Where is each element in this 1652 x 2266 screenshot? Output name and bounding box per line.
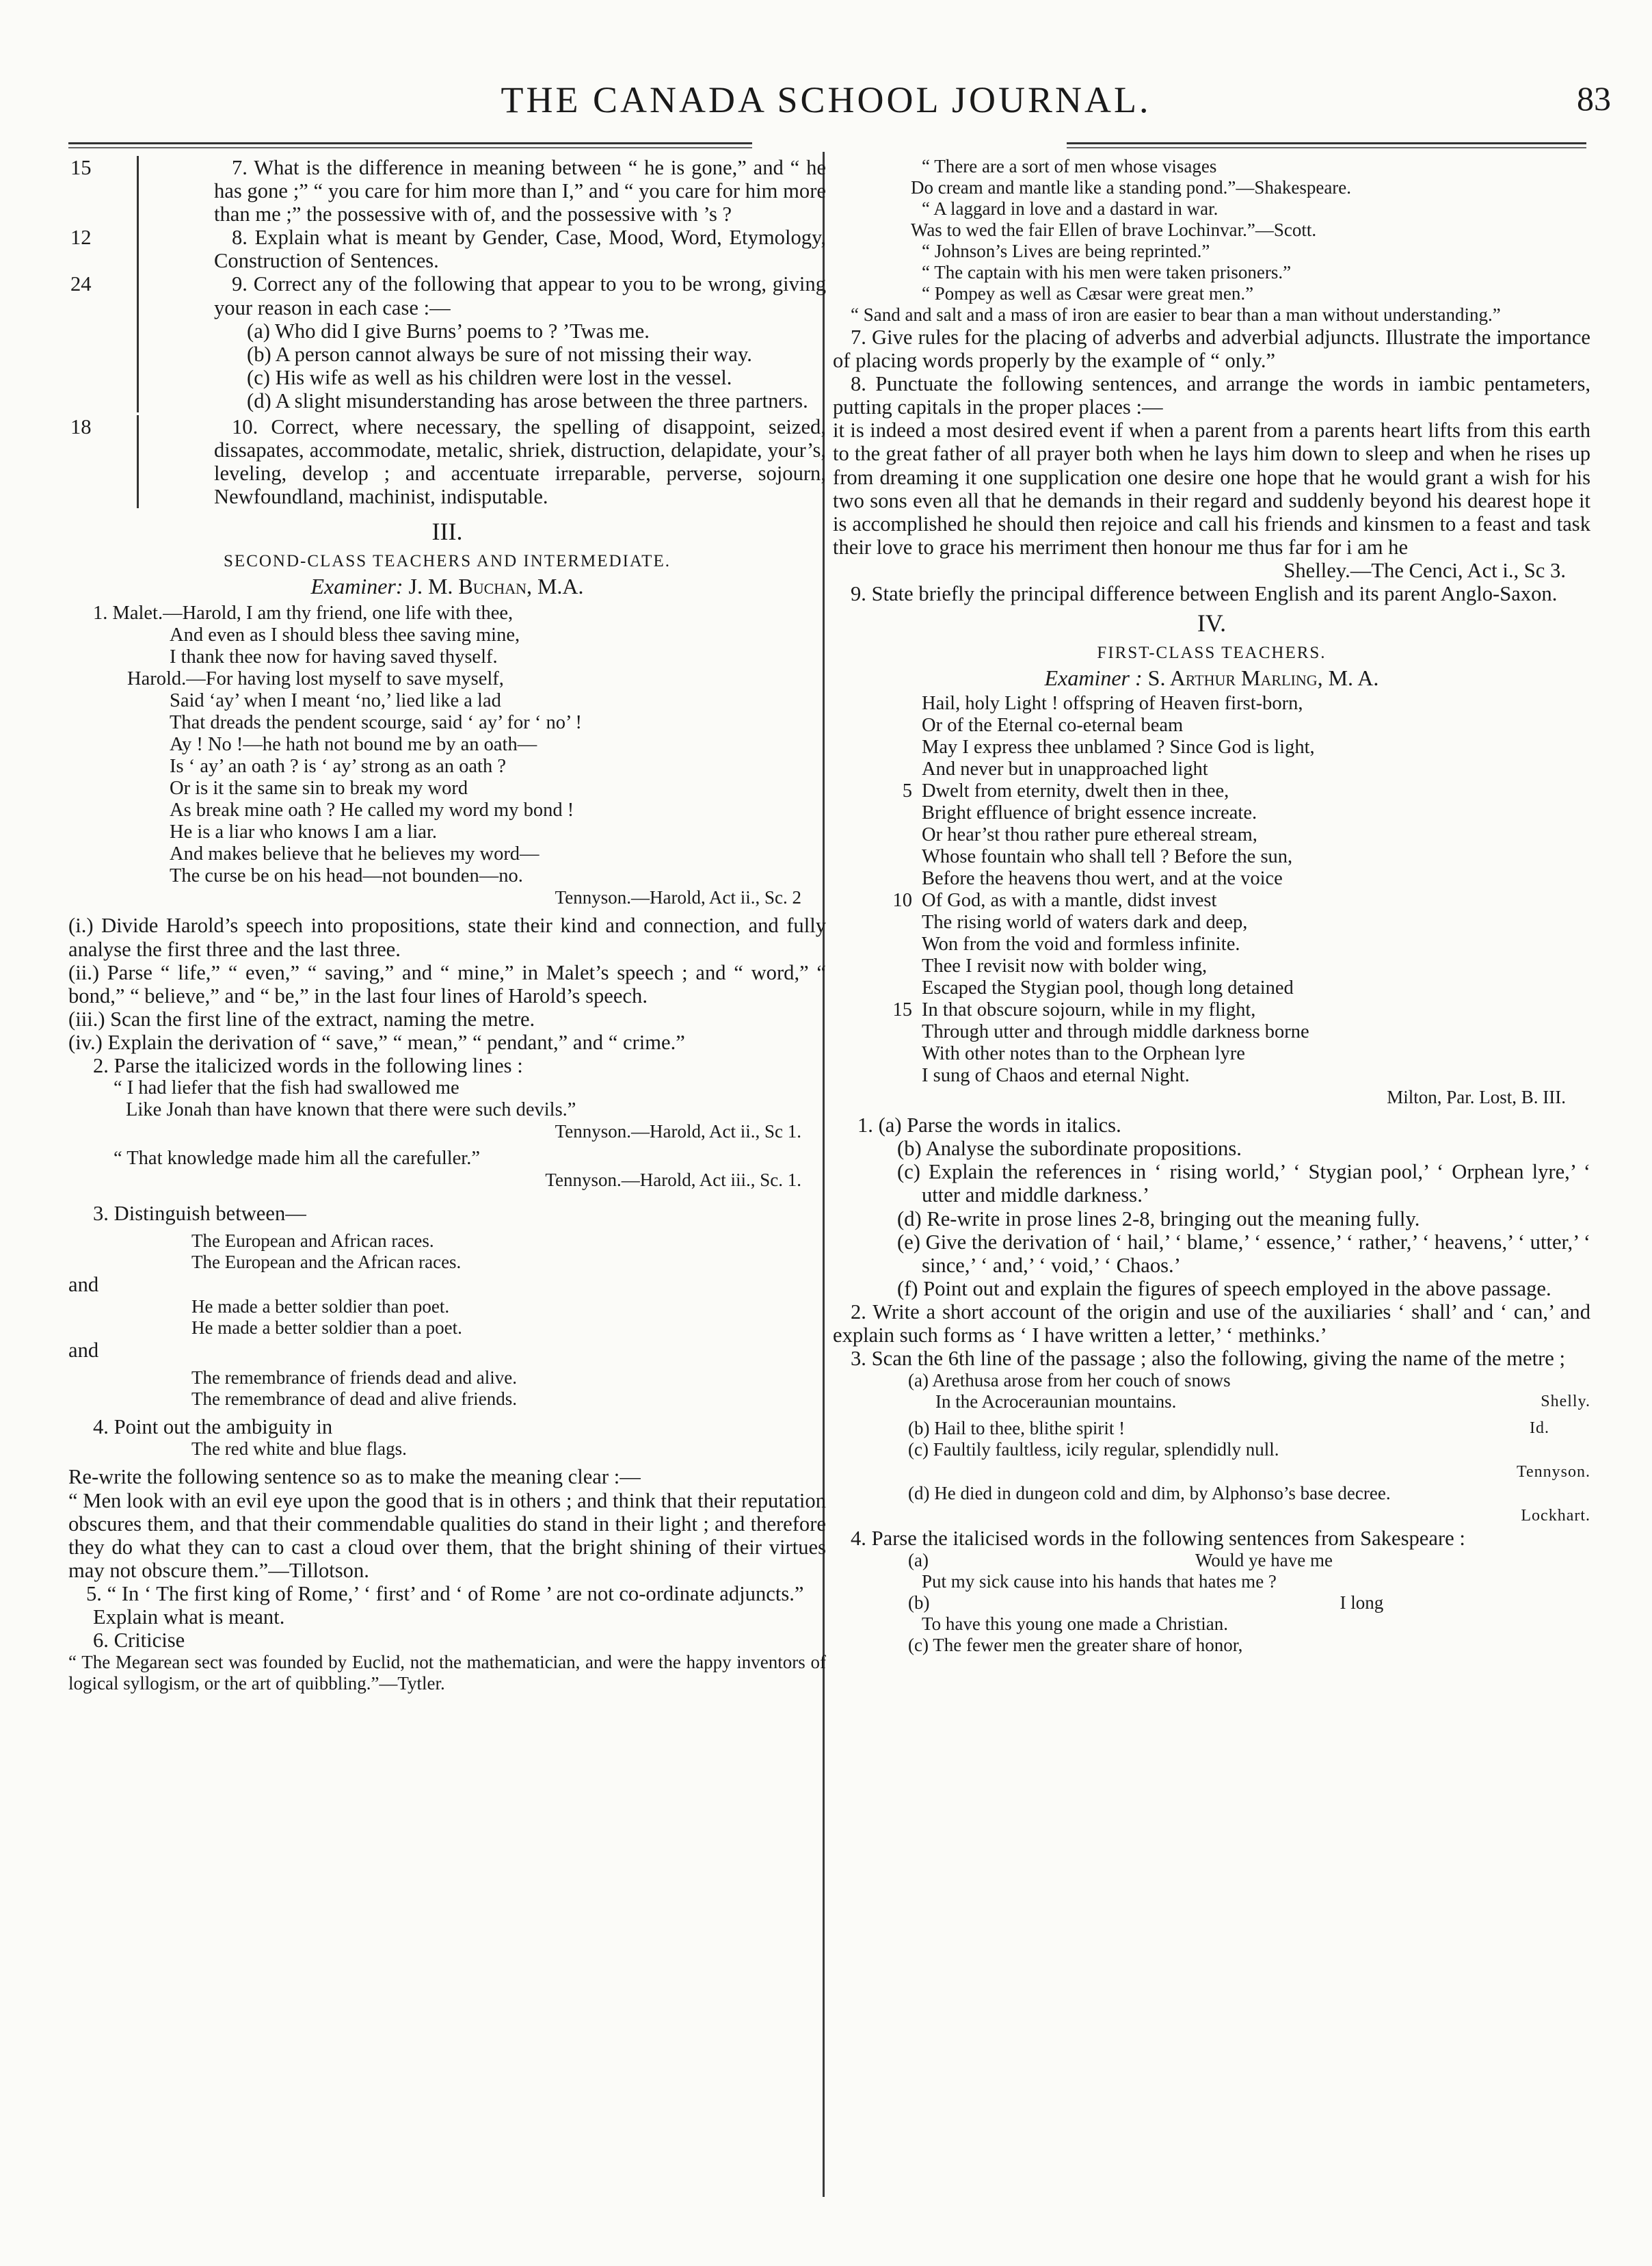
r3-line-b <box>833 1418 1590 1439</box>
examiner-name: J. M. Buchan, M.A. <box>408 574 584 599</box>
page-number: 83 <box>1577 79 1611 118</box>
question-3: 3. Distinguish between— <box>93 1202 306 1226</box>
examiner-name: S. Arthur Marling, M. A. <box>1147 666 1379 691</box>
line-number: 5 <box>902 780 912 802</box>
examiner-label: Examiner: <box>310 574 403 599</box>
q1-part-iv: (iv.) Explain the derivation of “ save,” “ mean,” “ pendant,” and “ crime.” <box>68 1030 685 1054</box>
milton-attribution: Milton, Par. Lost, B. III. <box>1387 1087 1566 1108</box>
r-question-2: 2. Write a short account of the origin and use of the auxiliaries ‘ shall’ and ‘ can,’ and explain such forms as ‘ I have written a letter,’ ‘ methinks.’ <box>833 1300 1590 1347</box>
milton-line-text: Of God, as with a mantle, didst invest <box>922 890 1217 912</box>
milton-line-text: Thee I revisit now with bolder wing, <box>922 956 1208 977</box>
r4-line-b2: To have this young one made a Christian. <box>922 1613 1229 1635</box>
question-6: 6. Criticise <box>93 1629 185 1652</box>
milton-line <box>833 912 1590 934</box>
passage-line: And even as I should bless thee saving mine, <box>170 624 520 646</box>
quote-line: Do cream and mantle like a standing pond.”—Shakespeare. <box>911 177 1352 198</box>
question-7 <box>70 156 826 226</box>
section-iii-number: III. <box>431 518 463 546</box>
q3-pair-line: The remembrance of friends dead and alive. <box>191 1367 518 1388</box>
q1-part-i: (i.) Divide Harold’s speech into propositions, state their kind and connection, and fully analyse the first three and the last three. <box>68 914 826 961</box>
passage-line: The curse be on his head—not bounden—no. <box>170 865 523 887</box>
q9-item-d: (d) A slight misunderstanding has arose between the three partners. <box>247 388 808 412</box>
quote-line: “ Johnson’s Lives are being reprinted.” <box>922 241 1210 261</box>
milton-line <box>833 1043 1590 1065</box>
q2-quote-line: Like Jonah than have known that there were such devils.” <box>126 1099 576 1121</box>
question-8-text: it is indeed a most desired event if when a parent from a parents heart lifts from this earth to the great father of all prayer both when he lays him down to sleep and when he rises up from dreaming it one supplication one desire one hope that he would grant a wish for his two sons even all that he demands in their regard and suddenly beyond his dearest hope it is accomplished he should then rejoice and call his friends and kinsmen to a feast and task their love to grace his merriment then honour me thus far for i am he <box>833 419 1590 559</box>
milton-line <box>833 868 1590 890</box>
line-number: 10 <box>892 890 912 912</box>
r3-tag-c-text: Tennyson. <box>1517 1463 1590 1481</box>
passage-line: Ay ! No !—he hath not bound me by an oath— <box>170 734 537 756</box>
and-label: and <box>68 1339 99 1362</box>
and-label: and <box>68 1273 99 1297</box>
header-rule-right <box>1067 142 1586 148</box>
q9-item-b: (b) A person cannot always be sure of not missing their way. <box>247 342 752 366</box>
quote-line: “ There are a sort of men whose visages <box>922 156 1217 176</box>
q2-attribution: Tennyson.—Harold, Act ii., Sc 1. <box>555 1121 801 1142</box>
question-2: 2. Parse the italicized words in the following lines : <box>93 1053 523 1077</box>
question-8 <box>70 226 826 273</box>
question-9: 9. State briefly the principal difference between English and its parent Anglo-Saxon. <box>851 582 1558 606</box>
milton-line-text: Dwelt from eternity, dwelt then in thee, <box>922 780 1229 802</box>
milton-line-text: May I express thee unblamed ? Since God is light, <box>922 737 1315 759</box>
question-5-b: Explain what is meant. <box>93 1605 285 1629</box>
right-column <box>833 156 1590 1656</box>
milton-line <box>833 956 1590 977</box>
milton-line-text: Won from the void and formless infinite. <box>922 934 1240 956</box>
q3-pair-line: He made a better soldier than poet. <box>191 1296 450 1317</box>
passage-attribution: Tennyson.—Harold, Act ii., Sc. 2 <box>555 887 801 908</box>
milton-line-text: Bright effluence of bright essence increate. <box>922 802 1257 824</box>
r3-line-a1: (a) Arethusa arose from her couch of snows <box>908 1370 1231 1391</box>
passage-line: Said ‘ay’ when I meant ‘no,’ lied like a lad <box>170 690 501 712</box>
q3-pair-line: The European and African races. <box>191 1230 434 1252</box>
r-question-4: 4. Parse the italicised words in the following sentences from Sakespeare : <box>851 1527 1465 1551</box>
passage-line: Harold.—For having lost myself to save myself, <box>127 668 504 690</box>
r4-label-a: (a) <box>908 1550 929 1571</box>
grammar-quotes <box>833 156 1590 304</box>
milton-line <box>833 1021 1590 1043</box>
q1-part-ii: (ii.) Parse “ life,” “ even,” “ saving,” and “ mine,” in Malet’s speech ; and “ word,” “ bond,” “ believe,” and “ be,” in the last four lines of Harold’s speech. <box>68 960 826 1007</box>
r1-item: 1. (a) Parse the words in italics. <box>857 1114 1121 1137</box>
r3-line-a2-text: In the Acroceraunian mountains. <box>935 1391 1177 1412</box>
milton-line <box>833 693 1590 715</box>
milton-line <box>833 802 1590 824</box>
line-number: 15 <box>892 999 912 1021</box>
harold-passage <box>68 603 826 908</box>
examiner-label: Examiner : <box>1044 666 1143 691</box>
question-7: 7. Give rules for the placing of adverbs and adverbial adjuncts. Illustrate the importance of placing words properly by the example of “ only.” <box>833 326 1590 373</box>
milton-line-text: And never but in unapproached light <box>922 759 1208 780</box>
milton-line-text: The rising world of waters dark and deep, <box>922 912 1248 934</box>
question-4: 4. Point out the ambiguity in <box>93 1415 333 1439</box>
r-question-3: 3. Scan the 6th line of the passage ; also the following, giving the name of the metre ; <box>851 1347 1566 1371</box>
quote-line: “ The captain with his men were taken prisoners.” <box>922 262 1292 282</box>
q4-line: The red white and blue flags. <box>191 1438 407 1460</box>
milton-line <box>833 977 1590 999</box>
milton-line-text: In that obscure sojourn, while in my flight, <box>922 999 1256 1021</box>
q1-part-iii: (iii.) Scan the first line of the extract, naming the metre. <box>68 1007 535 1031</box>
question-8-attribution: Shelley.—The Cenci, Act i., Sc 3. <box>1283 558 1566 582</box>
milton-line-text: Or of the Eternal co-eternal beam <box>922 715 1184 737</box>
milton-line <box>833 1065 1590 1087</box>
section-iv-number: IV. <box>1197 609 1227 637</box>
r4-label-b: (b) <box>908 1592 930 1613</box>
q9-item-c: (c) His wife as well as his children were lost in the vessel. <box>247 365 732 389</box>
milton-line-text: Escaped the Stygian pool, though long detained <box>922 977 1294 999</box>
r1-item: (e) Give the derivation of ‘ hail,’ ‘ blame,’ ‘ essence,’ ‘ rather,’ ‘ heavens,’ ‘ utter,’ ‘ since,’ ‘ and,’ ‘ void,’ ‘ Chaos.’ <box>897 1230 1590 1277</box>
passage-line: I thank thee now for having saved thyself. <box>170 646 498 668</box>
r4-line-b1 <box>833 1592 1590 1613</box>
section-iii-title: SECOND-CLASS TEACHERS AND INTERMEDIATE. <box>224 552 671 571</box>
passage-line: Or is it the same sin to break my word <box>170 778 468 800</box>
r4-line-c: (c) The fewer men the greater share of honor, <box>908 1635 1243 1656</box>
milton-line <box>833 934 1590 956</box>
q9-item-a: (a) Who did I give Burns’ poems to ? ’Twas me. <box>247 319 650 343</box>
milton-line <box>833 780 1590 802</box>
r3-tag-d-text: Lockhart. <box>1521 1507 1590 1525</box>
milton-line-text: Or hear’st thou rather pure ethereal stream, <box>922 824 1257 846</box>
milton-line-text: Before the heavens thou wert, and at the voice <box>922 868 1283 890</box>
r3-tag-d <box>833 1504 1590 1527</box>
milton-line <box>833 759 1590 780</box>
r1-item: (c) Explain the references in ‘ rising world,’ ‘ Stygian pool,’ ‘ Orphean lyre,’ ‘ utter and middle darkness.’ <box>897 1160 1590 1207</box>
question-9-text: 9. Correct any of the following that appear to you to be wrong, giving your reason in each case :— <box>214 272 826 319</box>
passage-line: That dreads the pendent scourge, said ‘ ay’ for ‘ no’ ! <box>170 712 583 734</box>
section-iii-examiner <box>68 572 826 600</box>
question-10-text: 10. Correct, where necessary, the spelling of disappoint, seized, dissapates, accommodate, metalic, shriek, distruction, delapidate, your’s, leveling, develop ; and accentuate irreparable, perverse, sojourn, Newfoundland, machinist, indisputable. <box>214 415 826 509</box>
header-rule-left <box>68 142 752 148</box>
r3-line-c: (c) Faultily faultless, icily regular, splendidly null. <box>908 1439 1279 1460</box>
marks-q7: 15 <box>70 156 92 179</box>
q3-pair-line: The European and the African races. <box>191 1252 462 1273</box>
question-9 <box>70 272 826 412</box>
question-5: 5. “ In ‘ The first king of Rome,’ ‘ first’ and ‘ of Rome ’ are not co-ordinate adjuncts.” <box>86 1581 804 1605</box>
question-10 <box>70 415 826 509</box>
marks-q9: 24 <box>70 272 92 296</box>
milton-line <box>833 737 1590 759</box>
milton-line-text: Hail, holy Light ! offspring of Heaven first-born, <box>922 693 1303 715</box>
r4-line-b1-text: I long <box>1340 1592 1384 1613</box>
quote-line: “ A laggard in love and a dastard in war. <box>922 198 1218 219</box>
milton-line <box>833 890 1590 912</box>
r3-tag-a: Shelly. <box>1541 1393 1590 1411</box>
r4-line-a1-text: Would ye have me <box>1195 1550 1333 1571</box>
milton-line <box>833 715 1590 737</box>
r3-line-d: (d) He died in dungeon cold and dim, by Alphonso’s base decree. <box>908 1483 1391 1504</box>
page-header <box>0 65 1652 120</box>
question-8-text: 8. Explain what is meant by Gender, Case, Mood, Word, Etymology, Construction of Sentences. <box>214 226 826 273</box>
quote-sand: “ Sand and salt and a mass of iron are easier to bear than a man without understanding.” <box>851 304 1501 325</box>
q3-pair-line: He made a better soldier than a poet. <box>191 1317 462 1339</box>
r3-line-a2 <box>833 1391 1590 1412</box>
question-7-text: 7. What is the difference in meaning between “ he is gone,” and “ he has gone ;” “ you care for him more than I,” and “ you care for him more than me ;” the possessive with of, and the possessive with ’s ? <box>214 156 826 226</box>
q2-attribution: Tennyson.—Harold, Act iii., Sc. 1. <box>545 1170 801 1191</box>
r3-tag-b: Id. <box>1530 1419 1549 1438</box>
r1-item: (b) Analyse the subordinate propositions. <box>897 1137 1242 1161</box>
milton-line-text: I sung of Chaos and eternal Night. <box>922 1065 1190 1087</box>
section-iv-examiner <box>833 664 1590 691</box>
r1-item: (f) Point out and explain the figures of speech employed in the above passage. <box>897 1276 1551 1300</box>
milton-line <box>833 999 1590 1021</box>
milton-line-text: With other notes than to the Orphean lyre <box>922 1043 1245 1065</box>
journal-title: THE CANADA SCHOOL JOURNAL. <box>501 79 1151 120</box>
milton-line-text: Whose fountain who shall tell ? Before the sun, <box>922 846 1293 868</box>
q2-quote-line: “ I had liefer that the fish had swallowed me <box>114 1077 459 1099</box>
passage-line: He is a liar who knows I am a liar. <box>170 821 437 843</box>
milton-line <box>833 824 1590 846</box>
q2-quote-line: “ That knowledge made him all the carefuller.” <box>114 1148 481 1170</box>
milton-line-text: Through utter and through middle darkness borne <box>922 1021 1309 1043</box>
passage-line: And makes believe that he believes my word— <box>170 843 539 865</box>
question-6-quote: “ The Megarean sect was founded by Euclid, not the mathematician, and were the happy inventors of logical syllogism, or the art of quibbling.”—Tytler. <box>68 1652 826 1694</box>
r4-line-a1 <box>833 1550 1590 1571</box>
question-8: 8. Punctuate the following sentences, and arrange the words in iambic pentameters, putting capitals in the proper places :— <box>833 372 1590 419</box>
section-iv-title: FIRST-CLASS TEACHERS. <box>1097 644 1327 663</box>
quote-line: “ Pompey as well as Cæsar were great men.” <box>922 283 1254 304</box>
quote-line: Was to wed the fair Ellen of brave Lochinvar.”—Scott. <box>911 220 1317 240</box>
passage-line: As break mine oath ? He called my word my bond ! <box>170 800 574 821</box>
passage-line: Is ‘ ay’ an oath ? is ‘ ay’ strong as an oath ? <box>170 756 506 778</box>
q4-quote: “ Men look with an evil eye upon the good that is in others ; and think that their reputation obscures them, and that their commendable qualities do stand in their light ; and therefore they do what they can to cast a cloud over them, that the bright shining of their virtues may not obscure them.”—Tillotson. <box>68 1488 826 1582</box>
left-column <box>68 156 826 1694</box>
r3-line-b-text: (b) Hail to thee, blithe spirit ! <box>908 1418 1125 1439</box>
q3-pair-line: The remembrance of dead and alive friends. <box>191 1388 518 1410</box>
r1-item: (d) Re-write in prose lines 2-8, bringing out the meaning fully. <box>897 1207 1420 1230</box>
r3-tag-c <box>833 1460 1590 1483</box>
milton-line <box>833 846 1590 868</box>
q4-rewrite: Re-write the following sentence so as to make the meaning clear :— <box>68 1465 641 1489</box>
r4-line-a2: Put my sick cause into his hands that hates me ? <box>922 1571 1277 1592</box>
passage-line: 1. Malet.—Harold, I am thy friend, one life with thee, <box>93 603 514 624</box>
marks-q10: 18 <box>70 415 92 439</box>
marks-q8: 12 <box>70 226 92 250</box>
milton-passage <box>833 693 1590 1108</box>
